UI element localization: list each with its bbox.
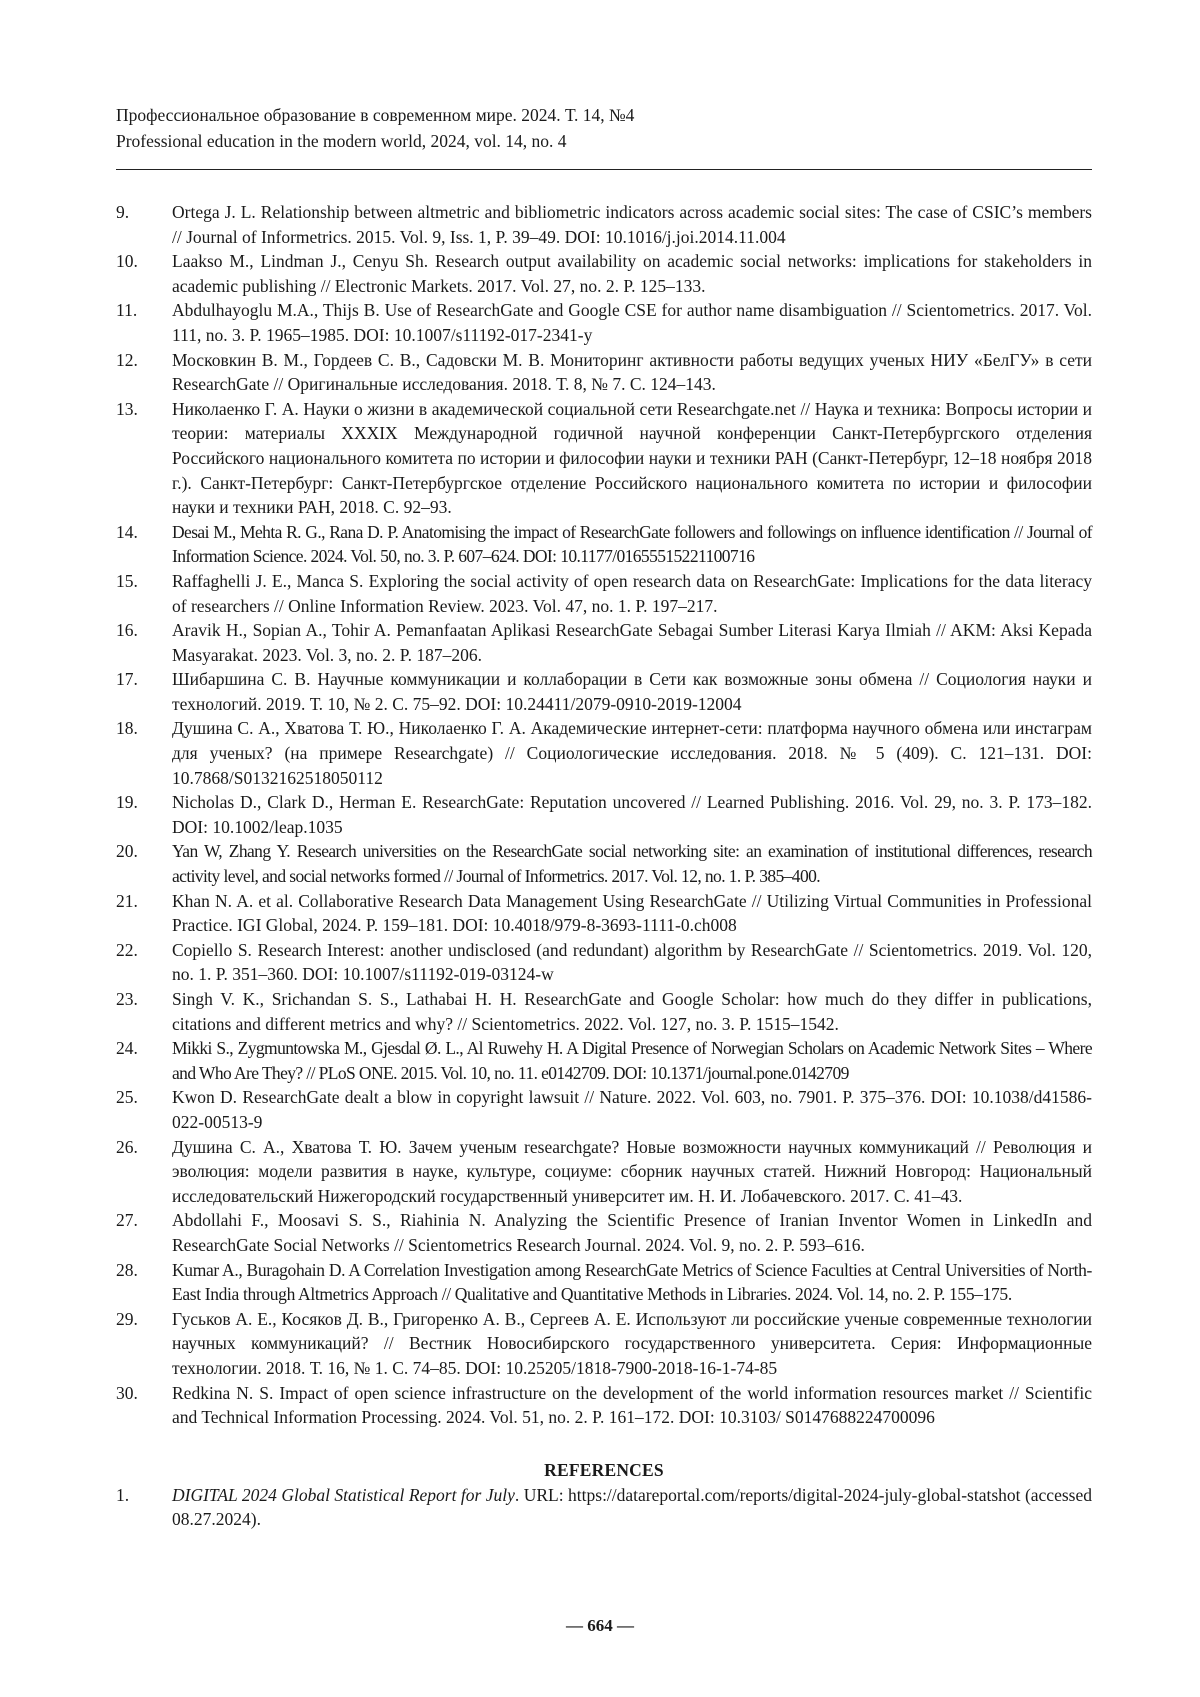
reference-number: 1. [116, 1483, 172, 1532]
reference-item [116, 1483, 1092, 1532]
reference-number: 18. [116, 716, 172, 790]
reference-text: Abdollahi F., Moosavi S. S., Riahinia N. Analyzing the Scientific Presence of Iranian Inventor Women in LinkedIn and ResearchGate Social Networks // Scientometrics Research Journal. 2024. Vol. 9, no. 2. P. 593–616. [172, 1208, 1092, 1257]
reference-text: Mikki S., Zygmuntowska M., Gjesdal Ø. L., Al Ruwehy H. A Digital Presence of Norwegian Scholars on Academic Network Sites – Where and Who Are They? // PLoS ONE. 2015. Vol. 10, no. 11. e0142709. DOI: 10.1371/journal.pone.0142709 [172, 1036, 1092, 1085]
reference-number: 23. [116, 987, 172, 1036]
reference-text: Laakso M., Lindman J., Cenyu Sh. Research output availability on academic social networks: implications for stakeholders in academic publishing // Electronic Markets. 2017. Vol. 27, no. 2. P. 125–133. [172, 249, 1092, 298]
reference-text: Kumar A., Buragohain D. A Correlation Investigation among ResearchGate Metrics of Science Faculties at Central Universities of North-East India through Altmetrics Approach // Qualitative and Quantitative Methods in Libraries. 2024. Vol. 14, no. 2. P. 155–175. [172, 1258, 1092, 1307]
reference-text: Khan N. A. et al. Collaborative Research Data Management Using ResearchGate // Utilizing Virtual Communities in Professional Practice. IGI Global, 2024. P. 159–181. DOI: 10.4018/979-8-3693-1111-0.ch008 [172, 889, 1092, 938]
reference-item [116, 987, 1092, 1036]
reference-text: Душина С. А., Хватова Т. Ю., Николаенко Г. А. Академические интернет-сети: платформа научного обмена или инстаграм для ученых? (на примере Researchgate) // Социологические исследования. 2018. № 5 (409). С. 121–131. DOI: 10.7868/S0132162518050112 [172, 716, 1092, 790]
reference-text: Redkina N. S. Impact of open science infrastructure on the development of the world information resources market // Scientific and Technical Information Processing. 2024. Vol. 51, no. 2. P. 161–172. DOI: 10.3103/ S0147688224700096 [172, 1381, 1092, 1430]
reference-number: 9. [116, 200, 172, 249]
reference-item [116, 1135, 1092, 1209]
reference-number: 29. [116, 1307, 172, 1381]
reference-number: 21. [116, 889, 172, 938]
reference-number: 28. [116, 1258, 172, 1307]
reference-item [116, 716, 1092, 790]
reference-item [116, 1258, 1092, 1307]
reference-item [116, 397, 1092, 520]
reference-item [116, 938, 1092, 987]
reference-item [116, 298, 1092, 347]
header-line-ru: Профессиональное образование в современном мире. 2024. Т. 14, №4 [116, 102, 1092, 128]
reference-item [116, 200, 1092, 249]
reference-text: Московкин В. М., Гордеев С. В., Садовски М. В. Мониторинг активности работы ведущих ученых НИУ «БелГУ» в сети ResearchGate // Оригинальные исследования. 2018. Т. 8, № 7. С. 124–143. [172, 348, 1092, 397]
reference-number: 25. [116, 1085, 172, 1134]
reference-item [116, 520, 1092, 569]
reference-number: 11. [116, 298, 172, 347]
reference-item [116, 348, 1092, 397]
reference-item [116, 1085, 1092, 1134]
reference-list [116, 200, 1092, 1430]
reference-number: 17. [116, 667, 172, 716]
reference-item [116, 889, 1092, 938]
page-content [116, 102, 1092, 1532]
reference-number: 12. [116, 348, 172, 397]
reference-number: 15. [116, 569, 172, 618]
reference-item [116, 1381, 1092, 1430]
reference-number: 26. [116, 1135, 172, 1209]
reference-number: 27. [116, 1208, 172, 1257]
reference-number: 22. [116, 938, 172, 987]
reference-number: 24. [116, 1036, 172, 1085]
reference-item [116, 790, 1092, 839]
reference-item [116, 618, 1092, 667]
reference-text: Singh V. K., Srichandan S. S., Lathabai H. H. ResearchGate and Google Scholar: how much do they differ in publications, citations and different metrics and why? // Scientometrics. 2022. Vol. 127, no. 3. P. 1515–1542. [172, 987, 1092, 1036]
reference-text: Душина С. А., Хватова Т. Ю. Зачем ученым researchgate? Новые возможности научных коммуникаций // Революция и эволюция: модели развития в науке, культуре, социуме: сборник научных статей. Нижний Новгород: Национальный исследовательский Нижегородский государственный университет им. Н. И. Ло­бачевского. 2017. С. 41–43. [172, 1135, 1092, 1209]
reference-number: 16. [116, 618, 172, 667]
references-heading: REFERENCES [116, 1458, 1092, 1482]
reference-number: 10. [116, 249, 172, 298]
reference-item [116, 1208, 1092, 1257]
reference-item [116, 569, 1092, 618]
reference-number: 14. [116, 520, 172, 569]
reference-text: Kwon D. ResearchGate dealt a blow in copyright lawsuit // Nature. 2022. Vol. 603, no. 7901. P. 375–376. DOI: 10.1038/d41586-022-00513-9 [172, 1085, 1092, 1134]
reference-text: Copiello S. Research Interest: another undisclosed (and redundant) algorithm by ResearchGate // Scientometrics. 2019. Vol. 120, no. 1. P. 351–360. DOI: 10.1007/s11192-019-03124-w [172, 938, 1092, 987]
header-rule [116, 169, 1092, 170]
reference-text: Raffaghelli J. E., Manca S. Exploring the social activity of open research data on ResearchGate: Implications for the data literacy of researchers // Online Information Review. 2023. Vol. 47, no. 1. P. 197–217. [172, 569, 1092, 618]
references-en-list [116, 1483, 1092, 1532]
reference-text: Desai M., Mehta R. G., Rana D. P. Anatomising the impact of ResearchGate followers and followings on influence identification // Journal of Information Science. 2024. Vol. 50, no. 3. P. 607–624. DOI: 10.1177/01655515221100716 [172, 520, 1092, 569]
reference-item [116, 1307, 1092, 1381]
reference-text: Шибаршина С. В. Научные коммуникации и коллаборации в Сети как возможные зоны обмена // Социоло­гия науки и технологий. 2019. Т. 10, № 2. С. 75–92. DOI: 10.24411/2079-0910-2019-12004 [172, 667, 1092, 716]
reference-text: Abdulhayoglu M.A., Thijs B. Use of ResearchGate and Google CSE for author name disambiguation // Scientometrics. 2017. Vol. 111, no. 3. P. 1965–1985. DOI: 10.1007/s11192-017-2341-y [172, 298, 1092, 347]
reference-item [116, 667, 1092, 716]
reference-text: Nicholas D., Clark D., Herman E. ResearchGate: Reputation uncovered // Learned Publishing. 2016. Vol. 29, no. 3. P. 173–182. DOI: 10.1002/leap.1035 [172, 790, 1092, 839]
reference-number: 19. [116, 790, 172, 839]
page-number: — 664 — [0, 1616, 1200, 1636]
reference-rest: . URL: https://datareportal.com/reports/digital-2024-july-glob­al-statshot (accessed 08.27.2024). [172, 1485, 1092, 1530]
reference-text: Yan W, Zhang Y. Research universities on the ResearchGate social networking site: an examination of institutional differences, research activity level, and social networks formed // Journal of Informetrics. 2017. Vol. 12, no. 1. P. 385–400. [172, 839, 1092, 888]
reference-item [116, 1036, 1092, 1085]
reference-number: 20. [116, 839, 172, 888]
reference-text [172, 1483, 1092, 1532]
reference-text: Николаенко Г. А. Науки о жизни в академической социальной сети Researchgate.net // Наука и техника: Во­просы истории и теории: материалы XXXIX Международной годичной научной конференции Санкт-Пе­тербургского отделения Российского национального комитета по истории и философии науки и техники РАН (Санкт-Петербург, 12–18 ноября 2018 г.). Санкт-Петербург: Санкт-Петербургское отделение Россий­ского национального комитета по истории и философии науки и техники РАН, 2018. С. 92–93. [172, 397, 1092, 520]
reference-text: Гуськов А. Е., Косяков Д. В., Григоренко А. В., Сергеев А. Е. Используют ли российские ученые совре­менные технологии научных коммуникаций? // Вестник Новосибирского государственного университета. Серия: Информационные технологии. 2018. Т. 16, № 1. С. 74–85. DOI: 10.25205/1818-7900-2018-16-1-74-85 [172, 1307, 1092, 1381]
running-header [116, 102, 1092, 154]
reference-text: Aravik H., Sopian A., Tohir A. Pemanfaatan Aplikasi ResearchGate Sebagai Sumber Literasi Karya Ilmiah // AKM: Aksi Kepada Masyarakat. 2023. Vol. 3, no. 2. P. 187–206. [172, 618, 1092, 667]
reference-item [116, 839, 1092, 888]
reference-text: Ortega J. L. Relationship between altmetric and bibliometric indicators across academic social sites: The case of CSIC’s members // Journal of Informetrics. 2015. Vol. 9, Iss. 1, P. 39–49. DOI: 10.1016/j.joi.2014.11.004 [172, 200, 1092, 249]
reference-number: 13. [116, 397, 172, 520]
reference-title-italic: DIGITAL 2024 Global Statistical Report for July [172, 1485, 515, 1505]
header-line-en: Professional education in the modern world, 2024, vol. 14, no. 4 [116, 128, 1092, 154]
reference-item [116, 249, 1092, 298]
reference-number: 30. [116, 1381, 172, 1430]
